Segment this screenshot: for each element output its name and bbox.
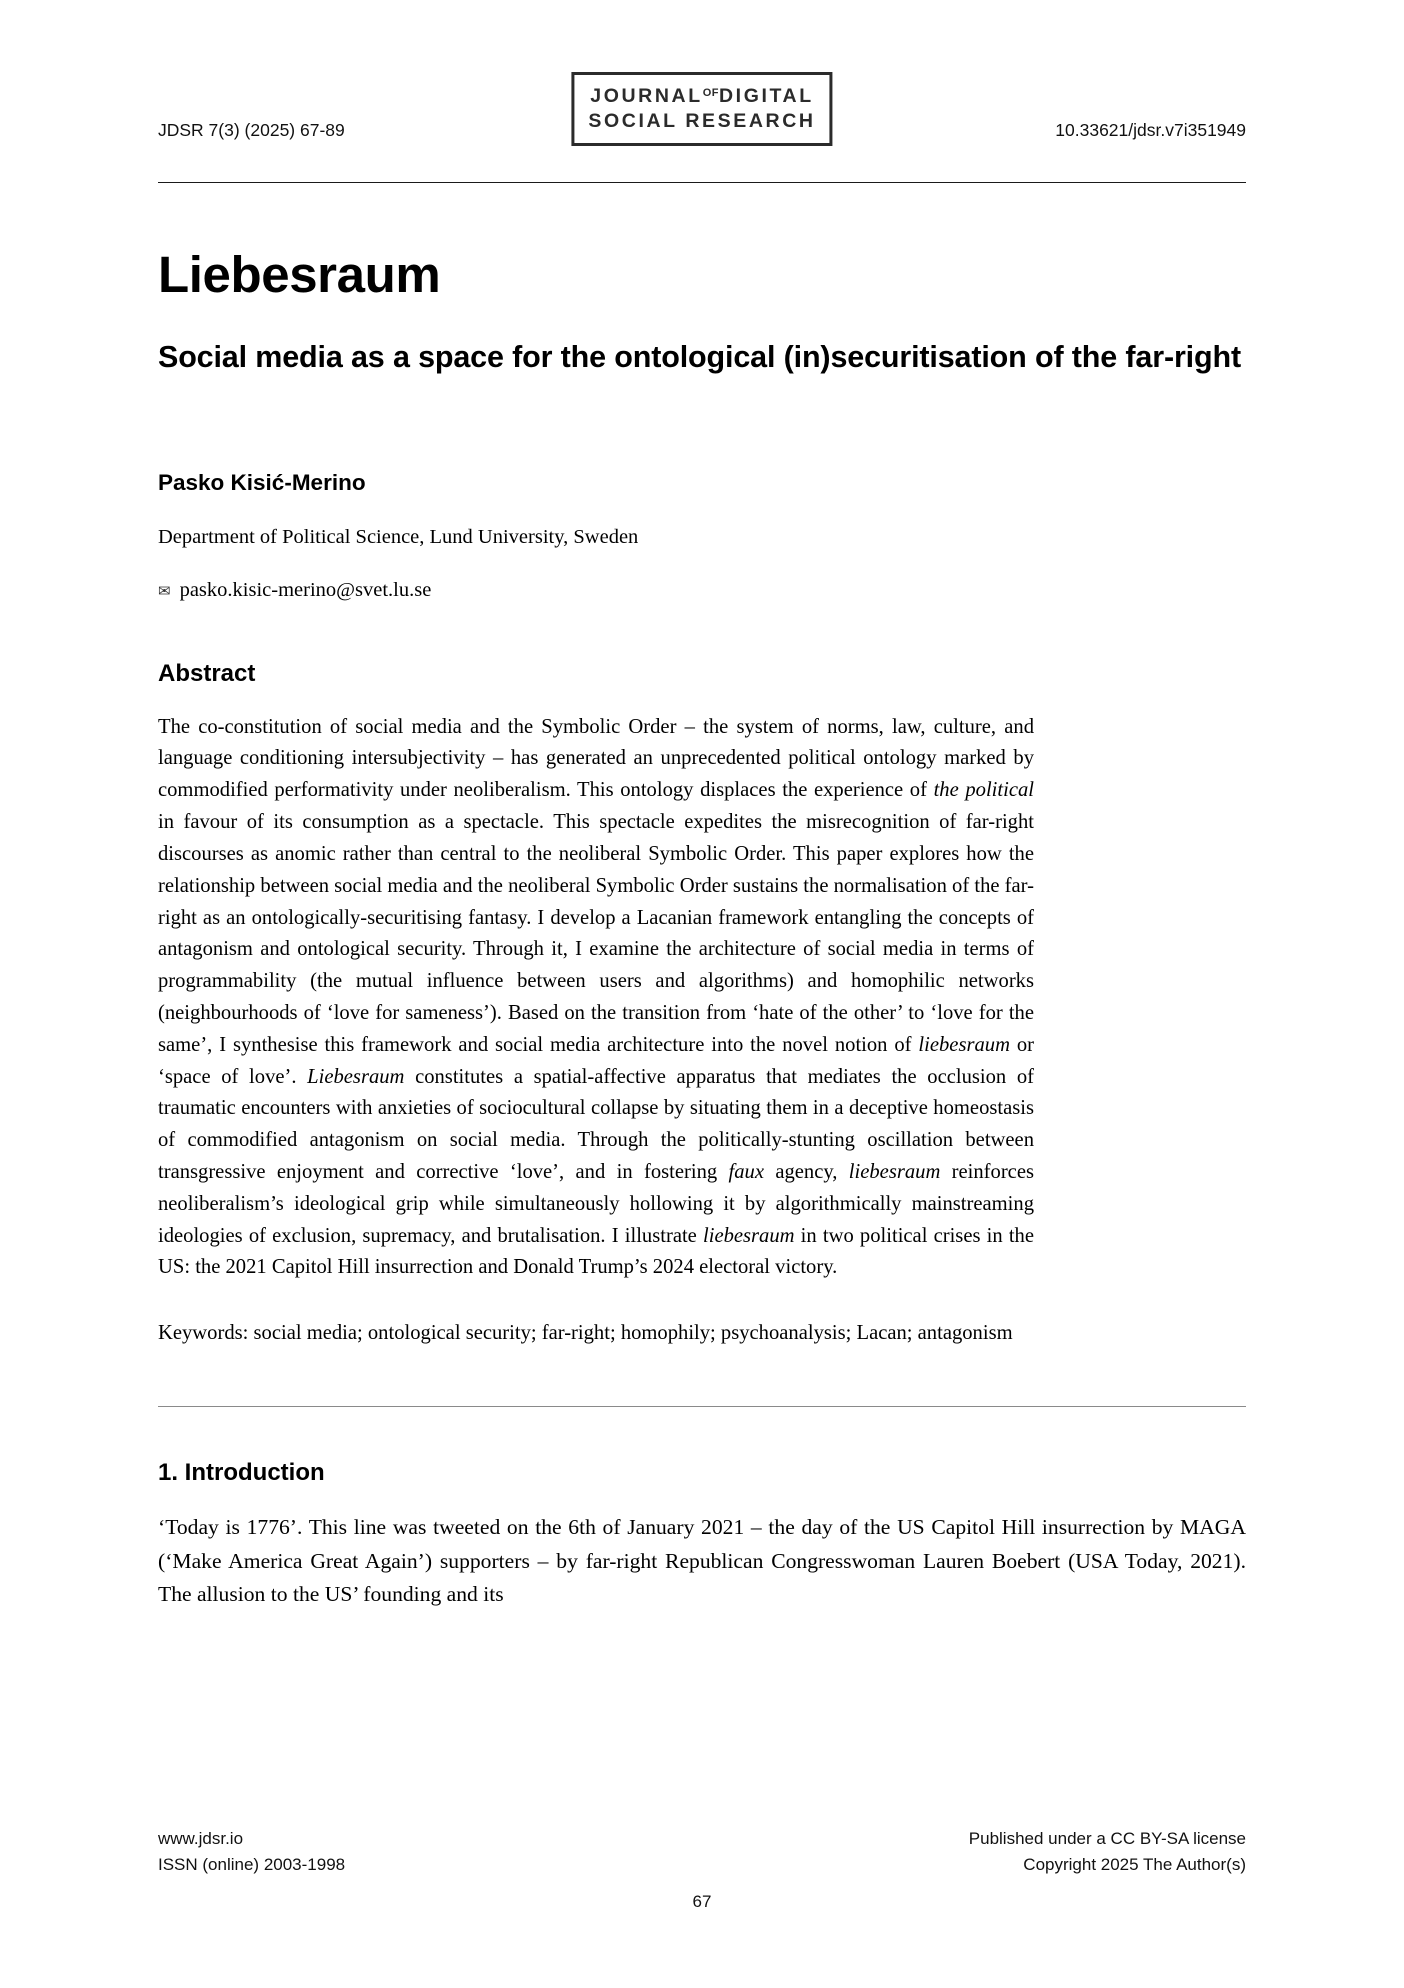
journal-logo	[571, 72, 832, 146]
abstract-seg-2: in favour of its consumption as a spectacle. This spectacle expedites the misrecognition of far-right discourses as anomic rather than central to the neoliberal Symbolic Order. This paper explores how the relationship between social media and the neoliberal Symbolic Order sustains the normalisation of the far-right as an ontologically-securitising fantasy. I develop a Lacanian framework entangling the concepts of antagonism and ontological security. Through it, I examine the architecture of social media in terms of programmability (the mutual influence between users and algorithms) and homophilic networks (neighbourhoods of ‘love for sameness’). Based on the transition from ‘hate of the other’ to ‘love for the same’, I synthesise this framework and social media architecture into the novel notion of	[158, 811, 1034, 1056]
header-doi: 10.33621/jdsr.v7i351949	[1055, 120, 1246, 140]
abstract-italic-liebesraum-2: Liebesraum	[307, 1065, 405, 1088]
abstract-italic-the-political: the political	[933, 779, 1034, 802]
page-number: 67	[692, 1892, 712, 1911]
author-email-row	[158, 579, 1246, 602]
article-title: Liebesraum	[158, 246, 441, 303]
header-citation: JDSR 7(3) (2025) 67-89	[158, 120, 345, 140]
abstract-seg-7: in two political crises in the US: the 2021 Capitol Hill insurrection and Donald Trump’s 2024 electoral victory.	[158, 1224, 1034, 1279]
abstract-seg-5: agency,	[763, 1161, 849, 1184]
keywords-line: Keywords: social media; ontological security; far-right; homophily; psychoanalysis; Lacan; antagonism	[158, 1322, 1013, 1345]
abstract-divider	[158, 1406, 1246, 1407]
envelope-icon: ✉	[158, 583, 171, 600]
author-name: Pasko Kisić-Merino	[158, 469, 366, 495]
abstract-seg-3: or ‘space of love’.	[158, 1033, 1034, 1088]
abstract-heading: Abstract	[158, 659, 256, 687]
footer-copyright: Copyright 2025 The Author(s)	[1023, 1855, 1246, 1875]
footer-license: Published under a CC BY-SA license	[968, 1829, 1246, 1848]
abstract-italic-liebesraum-3: liebesraum	[848, 1161, 941, 1184]
abstract-italic-liebesraum-1: liebesraum	[918, 1033, 1010, 1056]
abstract-italic-faux: faux	[728, 1161, 764, 1184]
page-footer	[158, 1826, 1246, 1916]
author-affiliation: Department of Political Science, Lund University, Sweden	[158, 525, 639, 548]
journal-logo-word-journal: JOURNAL	[590, 85, 703, 107]
footer-issn: ISSN (online) 2003-1998	[158, 1855, 346, 1875]
abstract-seg-1: The co-constitution of social media and the Symbolic Order – the system of norms, law, culture, and language conditioning intersubjectivity – has generated an unprecedented political ontology marked by commodified performativity under neoliberalism. This ontology displaces the experience of	[158, 715, 1034, 802]
abstract-italic-liebesraum-4: liebesraum	[703, 1224, 795, 1247]
footer-left-block	[158, 1826, 345, 1879]
abstract-seg-6: reinforces neoliberalism’s ideological grip while simultaneously hollowing it by algorithmically mainstreaming ideologies of exclusion, supremacy, and brutalisation. I illustrate	[158, 1161, 1034, 1247]
abstract-seg-4: constitutes a spatial-affective apparatus that mediates the occlusion of traumatic encounters with anxieties of sociocultural collapse by situating them in a deceptive homeostasis of commodified antagonism on social media. Through the politically-stunting oscillation between transgressive enjoyment and corrective ‘love’, and in fostering	[158, 1065, 1035, 1184]
journal-logo-line-1	[588, 84, 815, 109]
author-email[interactable]: pasko.kisic-merino@svet.lu.se	[179, 578, 432, 601]
section-heading-introduction: 1. Introduction	[158, 1459, 325, 1487]
footer-right-block	[969, 1826, 1246, 1879]
introduction-paragraph: ‘Today is 1776’. This line was tweeted on the 6th of January 2021 – the day of the US Capitol Hill insurrection by MAGA (‘Make America Great Again’) supporters – by far-right Republican Congresswoman Lauren Boebert (USA Today, 2021). The allusion to the US’ founding and its	[158, 1515, 1246, 1607]
article-subtitle: Social media as a space for the ontological (in)securitisation of the far-right	[158, 340, 1241, 375]
footer-website[interactable]: www.jdsr.io	[158, 1829, 244, 1848]
journal-logo-word-digital: DIGITAL	[718, 85, 814, 107]
article-content	[158, 246, 1246, 1612]
journal-logo-superscript-of: OF	[702, 86, 719, 99]
header-divider	[158, 182, 1246, 183]
journal-logo-line-2: SOCIAL RESEARCH	[588, 109, 816, 132]
page-masthead	[158, 72, 1246, 168]
abstract-paragraph	[158, 712, 1034, 1285]
